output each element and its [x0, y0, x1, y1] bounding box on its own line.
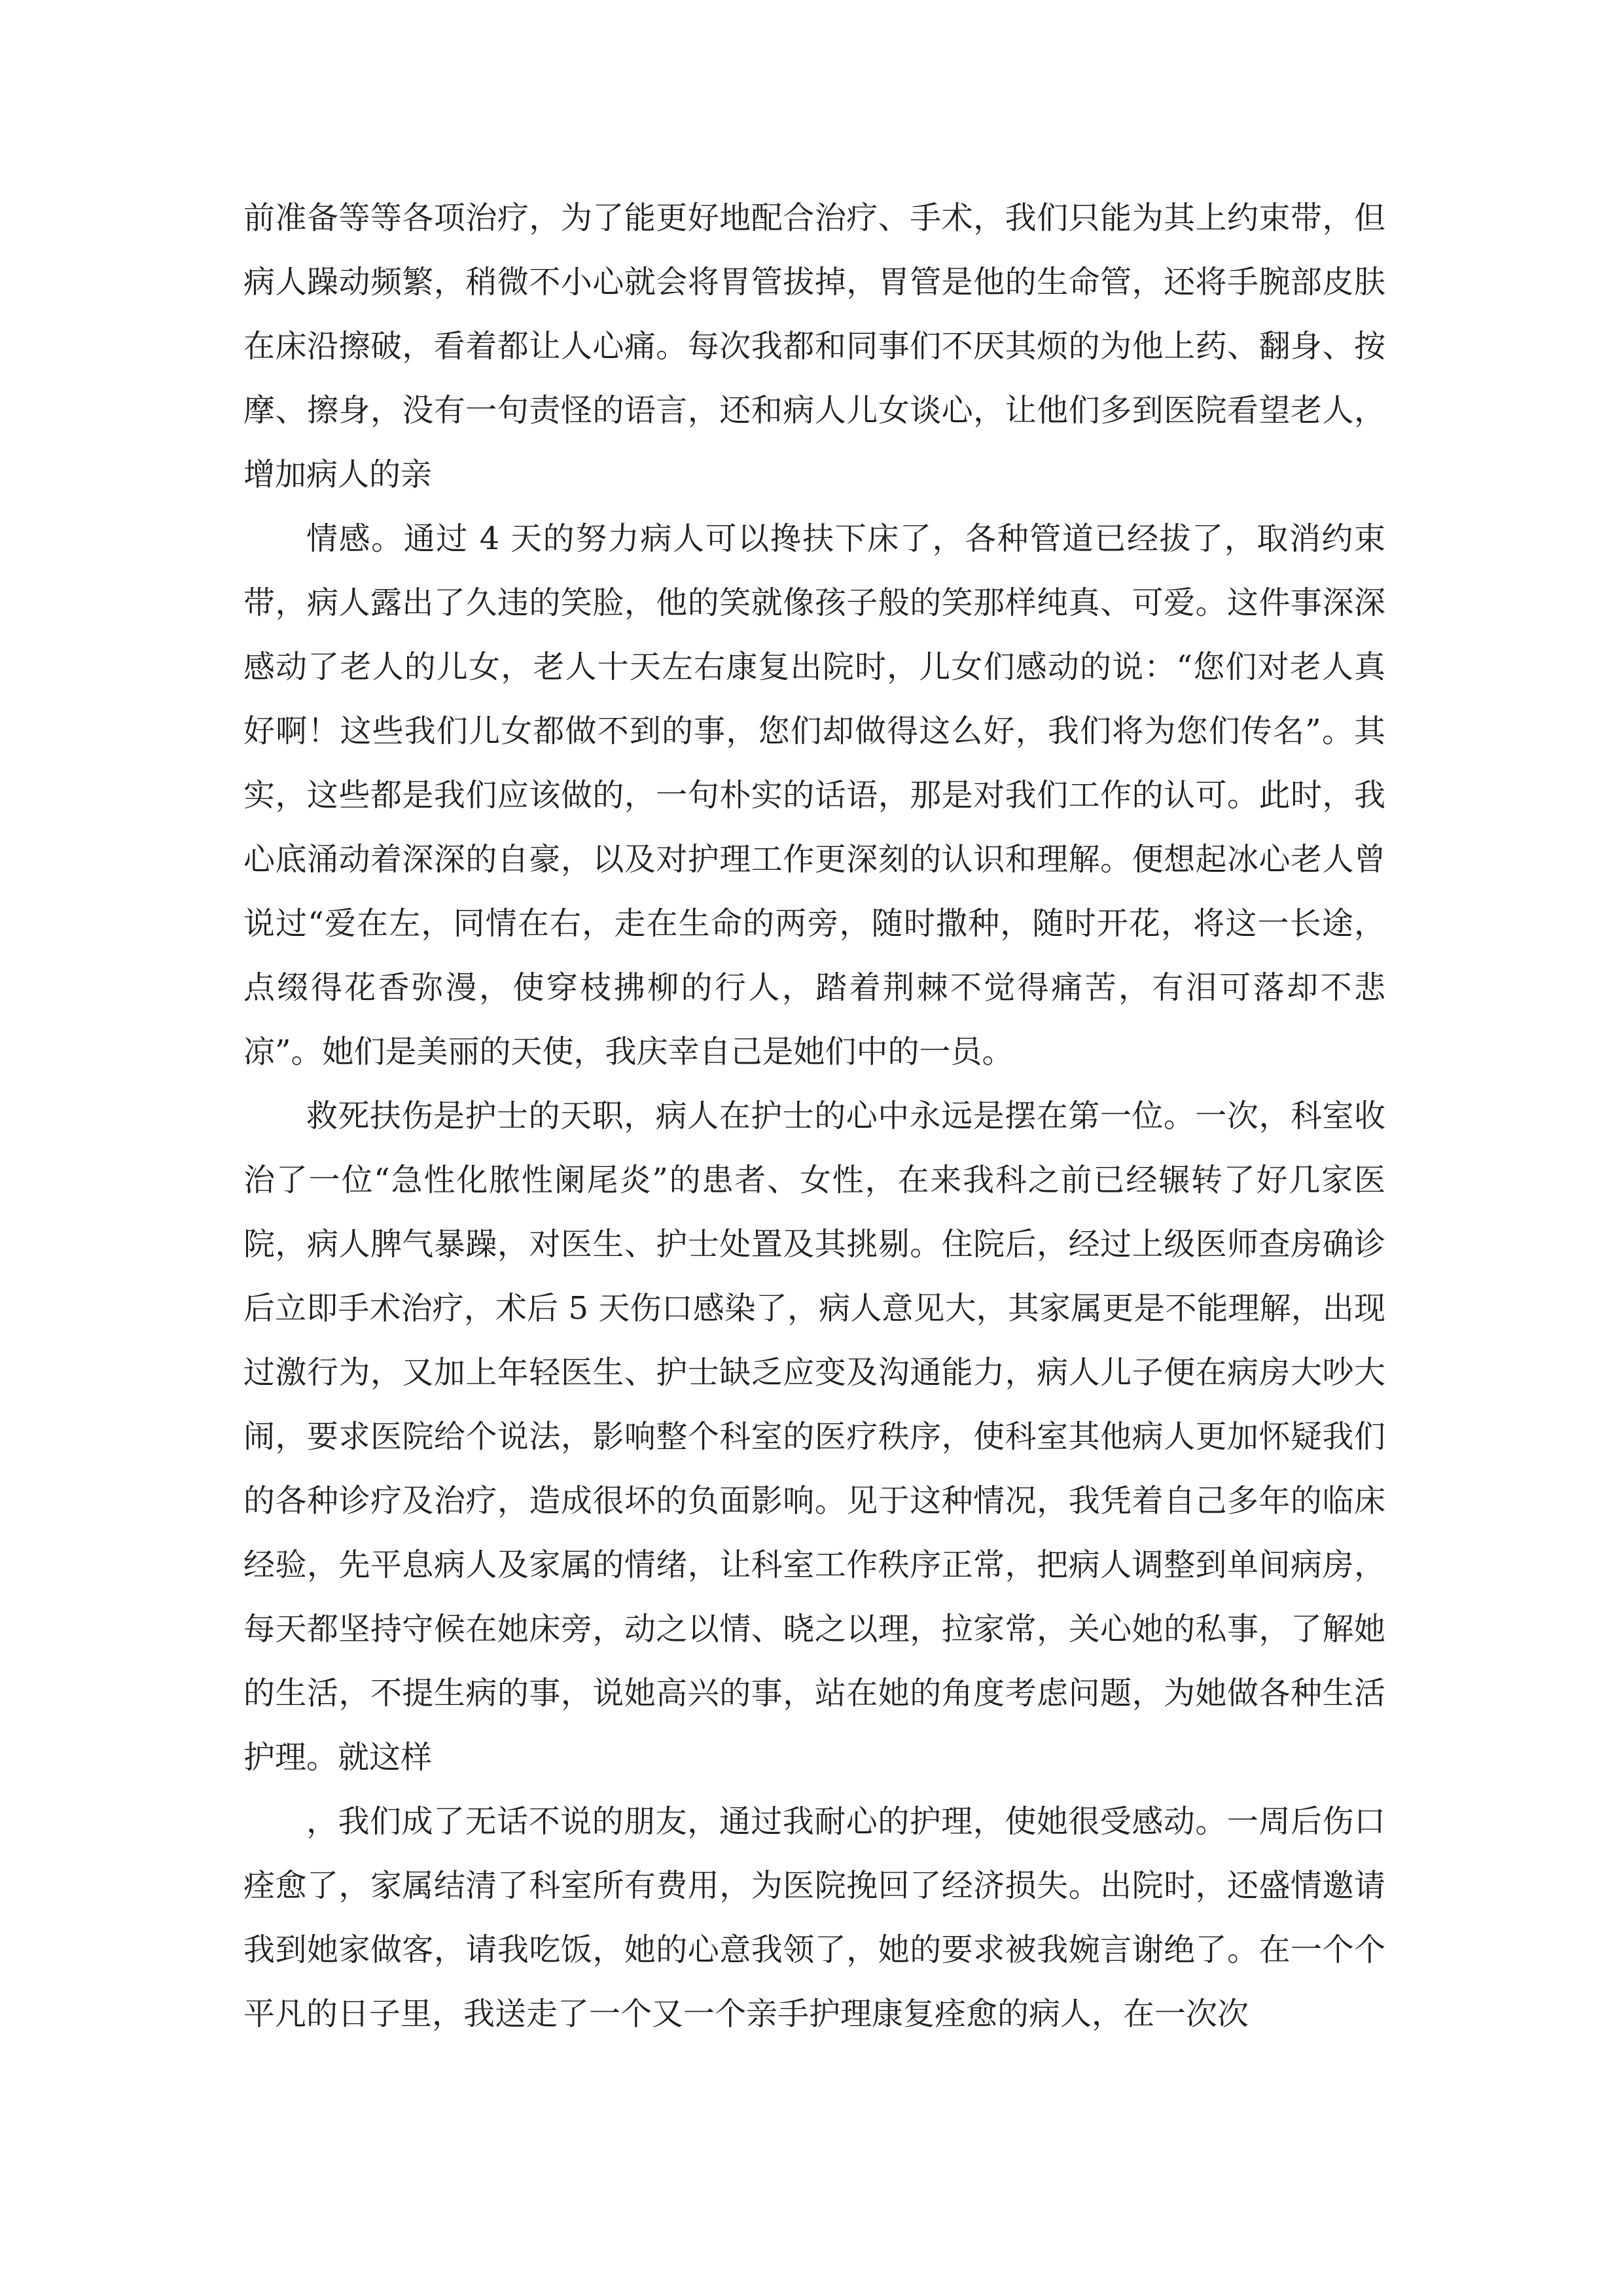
- paragraph: 救死扶伤是护士的天职，病人在护士的心中永远是摆在第一位。一次，科室收治了一位“急性化脓性阑尾炎”的患者、女性，在来我科之前已经辗转了好几家医院，病人脾气暴躁，对医生、护士处置及其挑剔。住院后，经过上级医师查房确诊后立即手术治疗，术后 5 天伤口感染了，病人意见大，其家属更是不能理解，出现过激行为，又加上年轻医生、护士缺乏应变及沟通能力，病人儿子便在病房大吵大闹，要求医院给个说法，影响整个科室的医疗秩序，使科室其他病人更加怀疑我们的各种诊疗及治疗，造成很坏的负面影响。见于这种情况，我凭着自己多年的临床经验，先平息病人及家属的情绪，让科室工作秩序正常，把病人调整到单间病房，每天都坚持守候在她床旁，动之以情、晓之以理，拉家常，关心她的私事，了解她的生活，不提生病的事，说她高兴的事，站在她的角度考虑问题，为她做各种生活护理。就这样: [243, 1098, 1385, 1776]
- paragraph: ，我们成了无话不说的朋友，通过我耐心的护理，使她很受感动。一周后伤口痊愈了，家属结清了科室所有费用，为医院挽回了经济损失。出院时，还盛情邀请我到她家做客，请我吃饭，她的心意我领了，她的要求被我婉言谢绝了。在一个个平凡的日子里，我送走了一个又一个亲手护理康复痊愈的病人，在一次次: [243, 1803, 1385, 2032]
- paragraph: 前准备等等各项治疗，为了能更好地配合治疗、手术，我们只能为其上约束带，但病人躁动频繁，稍微不小心就会将胃管拔掉，胃管是他的生命管，还将手腕部皮肤在床沿擦破，看着都让人心痛。每次我都和同事们不厌其烦的为他上药、翻身、按摩、擦身，没有一句责怪的语言，还和病人儿女谈心，让他们多到医院看望老人，增加病人的亲: [243, 200, 1385, 493]
- document-body: [243, 186, 1385, 2046]
- paragraph: 情感。通过 4 天的努力病人可以搀扶下床了，各种管道已经拔了，取消约束带，病人露出了久违的笑脸，他的笑就像孩子般的笑那样纯真、可爱。这件事深深感动了老人的儿女，老人十天左右康复出院时，儿女们感动的说：“您们对老人真好啊！这些我们儿女都做不到的事，您们却做得这么好，我们将为您们传名”。其实，这些都是我们应该做的，一句朴实的话语，那是对我们工作的认可。此时，我心底涌动着深深的自豪，以及对护理工作更深刻的认识和理解。便想起冰心老人曾说过“爱在左，同情在右，走在生命的两旁，随时撒种，随时开花，将这一长途，点缀得花香弥漫，使穿枝拂柳的行人，踏着荆棘不觉得痛苦，有泪可落却不悲凉”。她们是美丽的天使，我庆幸自己是她们中的一员。: [243, 520, 1385, 1070]
